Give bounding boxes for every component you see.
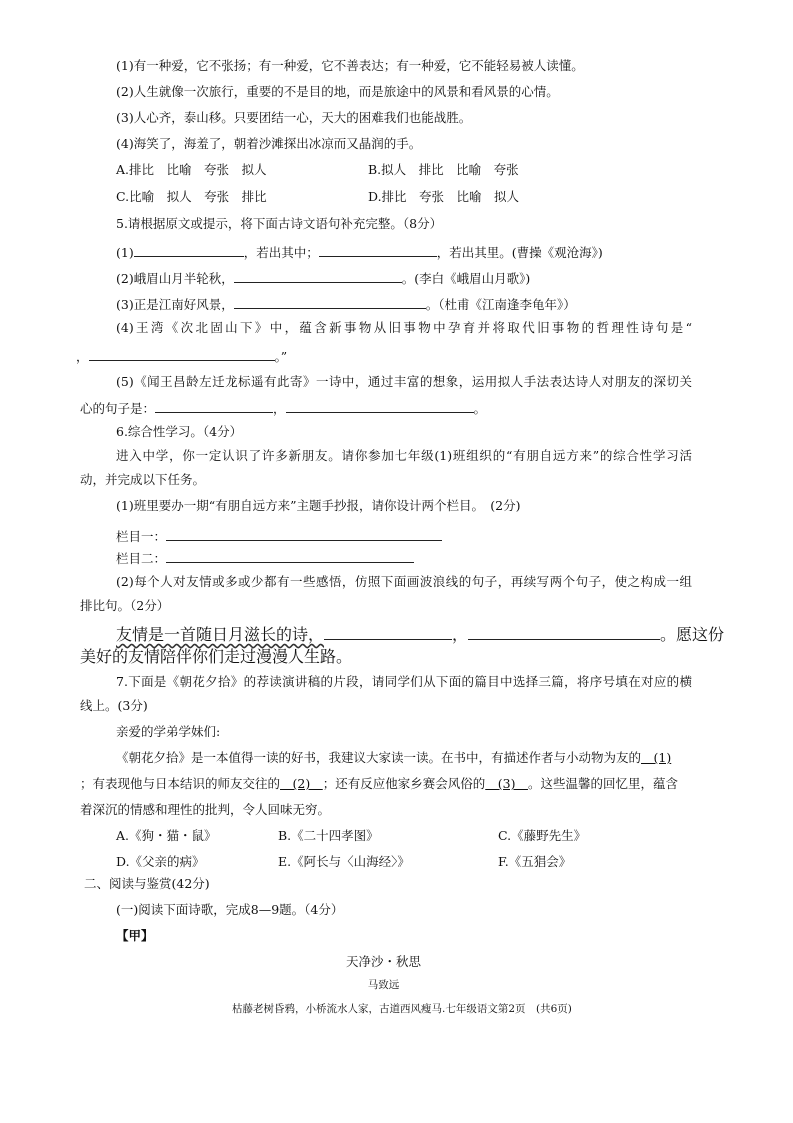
q6-example-blank-2[interactable] [468,625,660,640]
q5-blank-2[interactable] [319,244,437,257]
q5-blank-4[interactable] [234,296,426,309]
q5-blank-1[interactable] [134,244,244,257]
q7-option-f: F.《五猖会》 [498,854,572,869]
q5-title: 5.请根据原文或提示，将下面古诗文语句补充完整。（8分） [116,216,443,231]
section-2-subtitle: (一)阅读下面诗歌，完成8—9题。（4分） [116,902,344,917]
q6-column-2-blank[interactable] [166,550,414,563]
q6-example-blank-1[interactable] [324,625,452,640]
q7-title: 7.下面是《朝花夕拾》的荐读演讲稿的片段，请同学们从下面的篇目中选择三篇，将序号填在对应的横 [116,674,692,689]
q4-option-d: D.排比 夸张 比喻 拟人 [368,189,520,204]
poem-author: 马致远 [367,979,400,991]
q7-greeting: 亲爱的学弟学妹们: [116,724,221,739]
q5-l4-prefix: ， [76,349,89,364]
q6-example-comma: ， [452,625,469,644]
q4-sentence-3: (3)人心齐，泰山移。只要团结一心，天大的困难我们也能战胜。 [116,110,472,125]
q6-column-2-row [116,550,414,566]
q5-l2-prefix: (2)峨眉山月半轮秋， [116,271,234,286]
q5-l5-suffix: 。 [473,401,487,416]
q5-line-1 [116,244,603,260]
q7-title-cont: 线上。(3分) [80,698,148,713]
q5-line-4-cont [76,348,287,364]
q4-option-a: A.排比 比喻 夸张 拟人 [116,162,267,177]
q7-p2-text-b: ；还有反应他家乡赛会风俗的 [322,776,486,791]
q7-blank-2[interactable]: (2) [280,776,323,791]
q5-line-4: (4)王湾《次北固山下》中，蕴含新事物从旧事物中孕育并将取代旧事物的哲理性诗句是“ [116,320,692,335]
q5-blank-7[interactable] [286,400,474,413]
q6-example-line-2: 美好的友情陪伴你们走过漫漫人生路。 [80,647,353,666]
q5-l5-mid: ， [273,401,286,416]
section-2-title: 二、阅读与鉴赏(42分) [84,876,210,891]
q6-task-1: (1)班里要办一期“有朋自远方来”主题手抄报，请你设计两个栏目。 (2分) [116,498,521,513]
q5-l2-suffix: 。(李白《峨眉山月歌》) [401,271,531,286]
q5-line-2 [116,270,530,286]
q7-option-b: B.《二十四孝图》 [278,828,379,843]
q6-intro-1: 进入中学，你一定认识了许多新朋友。请你参加七年级(1)班组织的“有朋自远方来”的综合性学习活 [116,448,692,463]
q6-column-2-label: 栏目二： [116,551,167,566]
q4-option-c: C.比喻 拟人 夸张 排比 [116,189,267,204]
q6-title: 6.综合性学习。（4分） [116,424,243,439]
q5-line-3 [116,296,576,312]
q7-option-d: D.《父亲的病》 [116,854,205,869]
q5-blank-5[interactable] [89,348,275,361]
q7-blank-1[interactable]: (1) [641,750,672,765]
q7-option-e: E.《阿长与〈山海经〉》 [278,854,410,869]
q5-line-5: (5)《闻王昌龄左迁龙标遥有此寄》一诗中，通过丰富的想象，运用拟人手法表达诗人对朋友的深切关 [116,374,692,389]
q4-sentence-1: (1)有一种爱，它不张扬；有一种爱，它不善表达；有一种爱，它不能轻易被人读懂。 [116,58,584,73]
q7-option-c: C.《藤野先生》 [498,828,587,843]
q5-l1-suffix: ，若出其里。(曹操《观沧海》) [436,245,603,260]
q5-l3-suffix: 。（杜甫《江南逢李龟年》） [425,297,576,312]
q7-option-a: A.《狗・猫・鼠》 [116,828,217,843]
q6-example-sentence: 友情是一首随日月滋长的诗， [116,625,325,644]
q7-p1-text: 《朝花夕拾》是一本值得一读的好书，我建议大家读一读。在书中，有描述作者与小动物为友的 [116,750,642,765]
q5-l4-suffix: 。” [274,349,288,364]
q7-p2-text-a: ；有表现他与日本结识的师友交往的 [80,776,281,791]
q6-column-1-blank[interactable] [166,528,442,541]
q6-task-2: (2)每个人对友情或多或少都有一些感悟，仿照下面画波浪线的句子，再续写两个句子，使之构成一组 [116,574,692,589]
q5-l5-prefix: 心的句子是： [80,401,156,416]
q6-column-1-label: 栏目一： [116,529,167,544]
q7-paragraph-1 [116,752,675,765]
q4-sentence-4: (4)海笑了，海羞了，朝着沙滩探出冰凉而又晶润的手。 [116,136,422,151]
footer-poem-line: 枯藤老树昏鸦，小桥流水人家，古道西风瘦马 [232,1003,442,1015]
q6-example-tail: 。愿这份 [660,625,725,644]
poem-label-jia: 【甲】 [116,928,154,943]
q7-paragraph-2 [80,778,678,791]
q7-paragraph-3: 着深沉的情感和理性的批判，令人回味无穷。 [80,802,331,817]
poem-title: 天净沙・秋思 [345,954,421,969]
q5-line-5-cont [80,400,486,416]
q7-p2-text-c: 。这些温馨的回忆里，蕴含 [527,776,678,791]
q5-l3-prefix: (3)正是江南好风景， [116,297,234,312]
q6-example-line [116,625,724,643]
q5-blank-3[interactable] [234,270,402,283]
q6-intro-2: 动，并完成以下任务。 [80,472,206,487]
q7-blank-3[interactable]: (3) [485,776,528,791]
q5-l1-prefix: (1) [116,245,134,260]
q5-l1-mid: ，若出其中； [243,245,319,260]
q4-sentence-2: (2)人生就像一次旅行，重要的不是目的地，而是旅途中的风景和看风景的心情。 [116,84,559,99]
q6-task-2-cont: 排比句。（2分） [80,598,170,613]
page-footer [232,1004,572,1015]
footer-page-info: .七年级语文第2页 (共6页) [442,1003,572,1015]
q5-blank-6[interactable] [155,400,273,413]
q4-option-b: B.拟人 排比 比喻 夸张 [368,162,519,177]
q6-column-1-row [116,528,442,544]
